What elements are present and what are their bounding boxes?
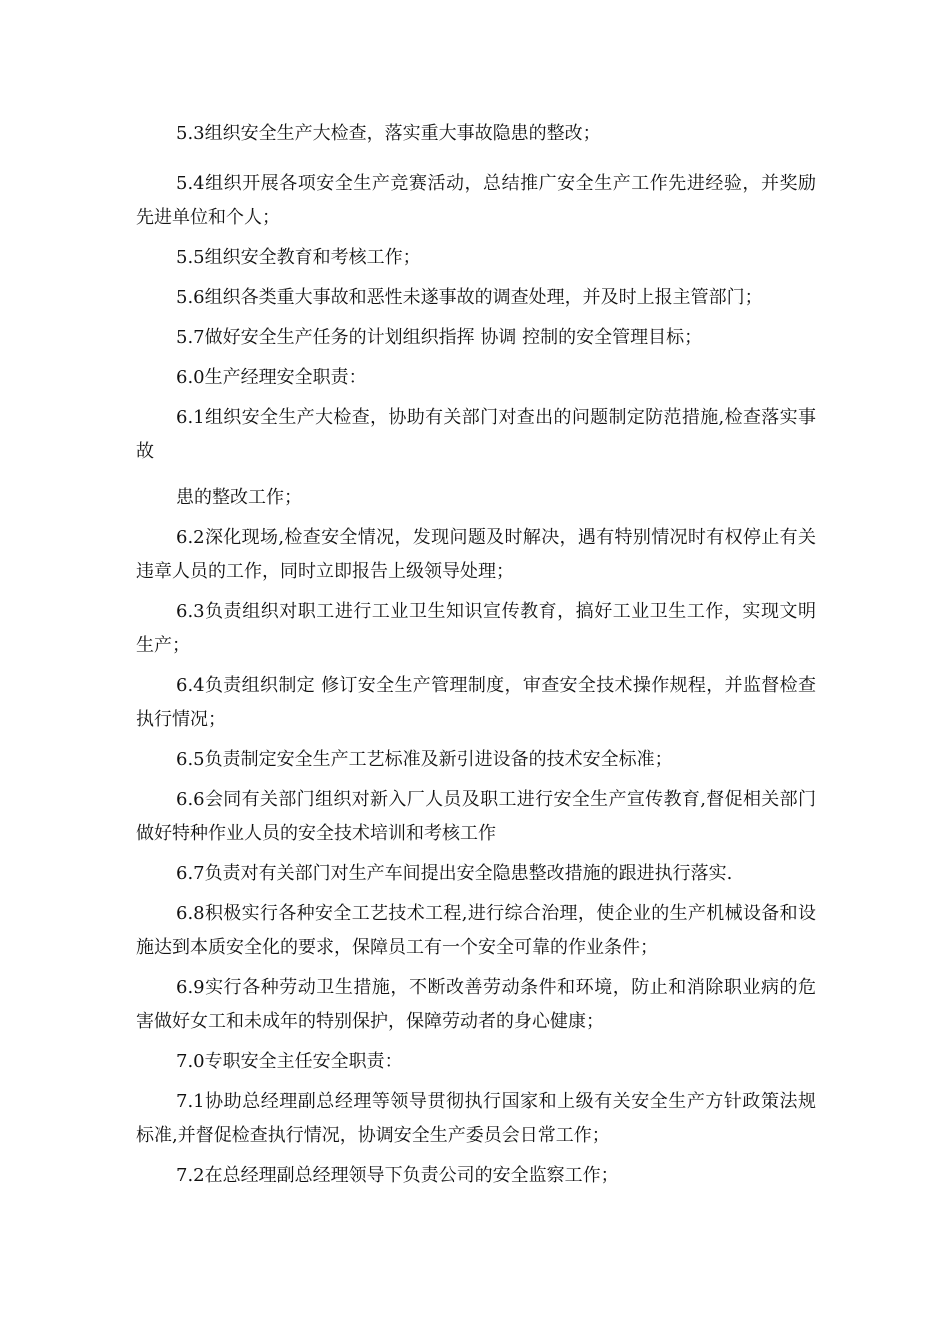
paragraph-6-7: 6.7负责对有关部门对生产车间提出安全隐患整改措施的跟进执行落实.: [176, 863, 733, 884]
paragraph-6-2: 6.2深化现场,检查安全情况，发现问题及时解决，遇有特别情况时有权停止有关违章人员的工作，同时立即报告上级领导处理；: [136, 527, 816, 582]
section-heading-7-0: 7.0专职安全主任安全职责：: [176, 1051, 403, 1072]
paragraph-5-7: 5.7做好安全生产任务的计划组织指挥 协调 控制的安全管理目标；: [176, 327, 703, 348]
paragraph-7-2: 7.2在总经理副总经理领导下负责公司的安全监察工作；: [176, 1165, 619, 1186]
paragraph-5-5: 5.5组织安全教育和考核工作；: [176, 247, 421, 268]
paragraph-6-1: 6.1组织安全生产大检查，协助有关部门对查出的问题制定防范措施,检查落实事故: [136, 407, 816, 462]
paragraph-6-4: 6.4负责组织制定 修订安全生产管理制度，审查安全技术操作规程，并监督检查执行情况；: [136, 675, 816, 730]
paragraph-7-1: 7.1协助总经理副总经理等领导贯彻执行国家和上级有关安全生产方针政策法规标准,并督促检查执行情况，协调安全生产委员会日常工作；: [136, 1091, 816, 1146]
paragraph-6-9: 6.9实行各种劳动卫生措施，不断改善劳动条件和环境，防止和消除职业病的危害做好女工和未成年的特别保护，保障劳动者的身心健康；: [136, 977, 816, 1032]
paragraph-5-6: 5.6组织各类重大事故和恶性未遂事故的调查处理，并及时上报主管部门；: [176, 287, 763, 308]
paragraph-6-1-continued: 患的整改工作；: [176, 487, 302, 508]
section-heading-6-0: 6.0生产经理安全职责：: [176, 367, 367, 388]
paragraph-5-4: 5.4组织开展各项安全生产竞赛活动，总结推广安全生产工作先进经验，并奖励先进单位和个人；: [136, 173, 816, 228]
paragraph-6-8: 6.8积极实行各种安全工艺技术工程,进行综合治理，使企业的生产机械设备和设施达到本质安全化的要求，保障员工有一个安全可靠的作业条件；: [136, 903, 816, 958]
paragraph-6-6: 6.6会同有关部门组织对新入厂人员及职工进行安全生产宣传教育,督促相关部门做好特种作业人员的安全技术培训和考核工作: [136, 789, 816, 844]
paragraph-6-3: 6.3负责组织对职工进行工业卫生知识宣传教育，搞好工业卫生工作，实现文明生产；: [136, 601, 816, 656]
paragraph-5-3: 5.3组织安全生产大检查，落实重大事故隐患的整改；: [176, 123, 601, 144]
paragraph-6-5: 6.5负责制定安全生产工艺标准及新引进设备的技术安全标准；: [176, 749, 673, 770]
document-body: [136, 117, 816, 1193]
